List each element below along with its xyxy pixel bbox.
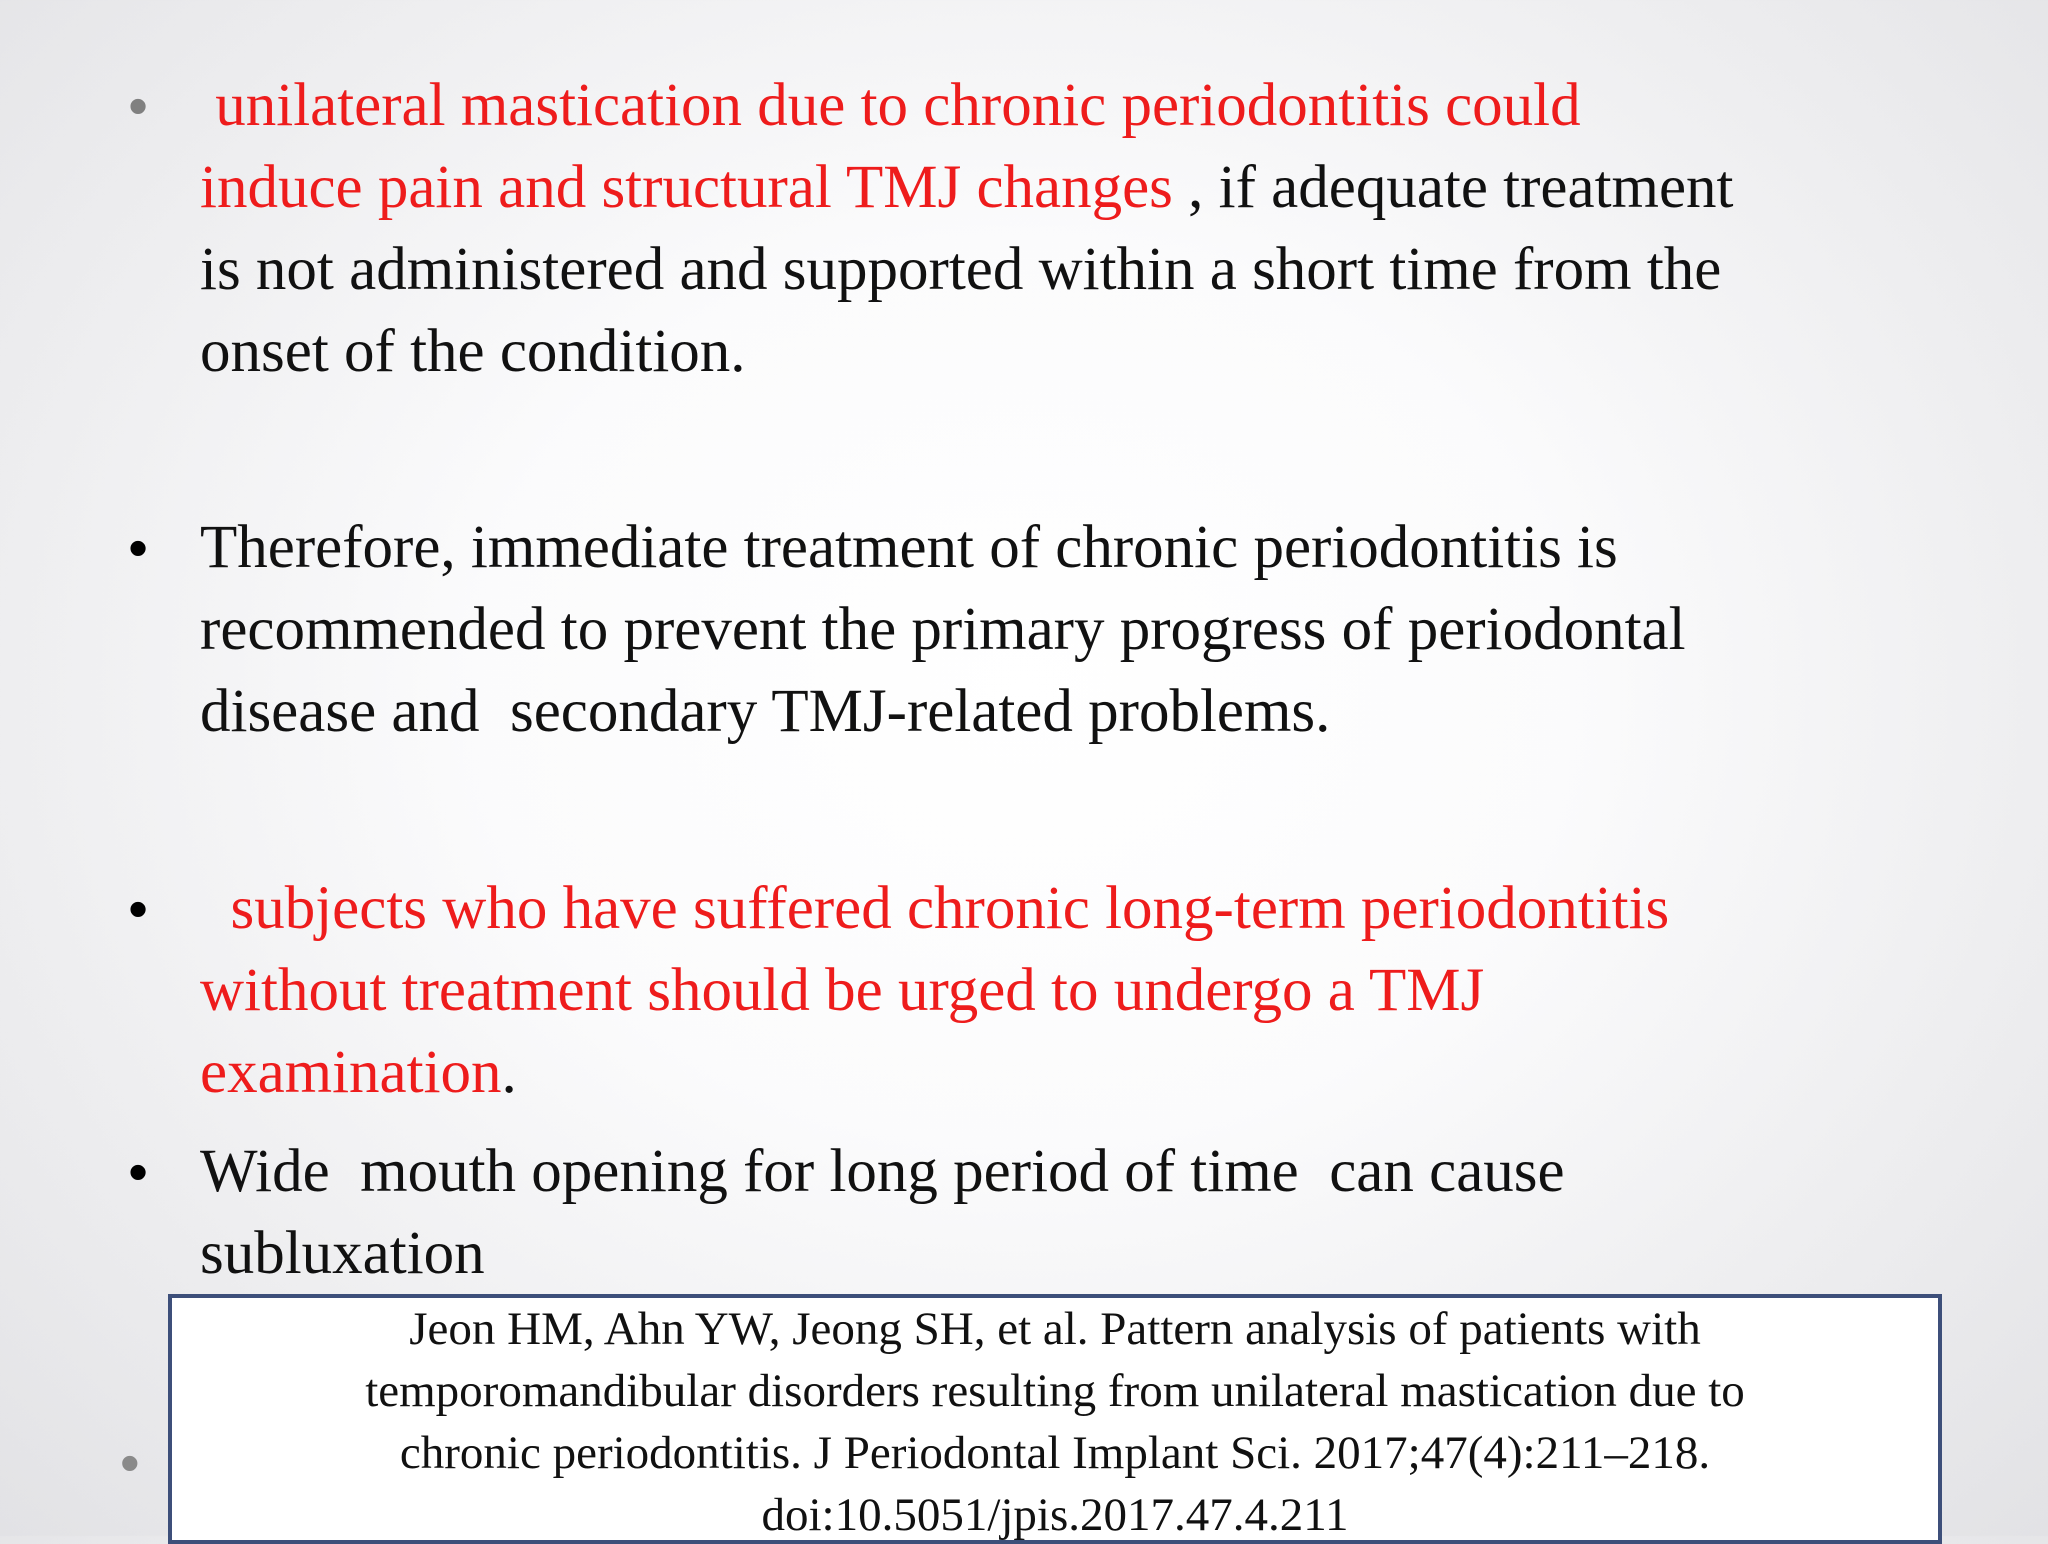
bullet-item-2 xyxy=(128,507,1960,753)
bullet-1-line-4-text: onset of the condition. xyxy=(200,318,746,385)
citation-line-2: temporomandibular disorders resulting from unilateral mastication due to xyxy=(365,1365,1745,1417)
bullet-dot-icon: • xyxy=(128,877,148,940)
bullet-dot-icon: • xyxy=(128,1140,148,1203)
citation-box xyxy=(168,1294,1942,1544)
bullet-1-line-2-black-text: , if adequate treatment xyxy=(1172,154,1734,221)
bullet-3-line-3-black-text: . xyxy=(501,1039,517,1106)
bullet-3-line-1 xyxy=(200,868,1960,950)
bullet-3-line-3-red-text: examination xyxy=(200,1039,502,1106)
bullet-4-line-2-text: subluxation xyxy=(200,1220,485,1287)
bullet-1-line-1 xyxy=(200,65,1960,147)
bullet-item-1 xyxy=(128,65,1960,393)
bullet-1-line-2 xyxy=(200,147,1960,229)
bullet-4-line-1-text: Wide mouth opening for long period of time can cause xyxy=(200,1138,1565,1205)
bullet-3-line-3 xyxy=(200,1032,1960,1114)
bullet-1-line-2-red-text: induce pain and structural TMJ changes xyxy=(200,154,1173,221)
citation-line-1: Jeon HM, Ahn YW, Jeong SH, et al. Pattern analysis of patients with xyxy=(409,1303,1701,1355)
bullet-1-line-3-text: is not administered and supported within a short time from the xyxy=(200,236,1722,303)
bullet-4-line-1 xyxy=(200,1131,1960,1213)
citation-line-4: doi:10.5051/jpis.2017.47.4.211 xyxy=(761,1489,1349,1541)
bullet-item-3 xyxy=(128,868,1960,1114)
bullet-1-line-1-red-text: unilateral mastication due to chronic periodontitis could xyxy=(200,72,1581,139)
bullet-dot-icon: • xyxy=(128,516,148,579)
empty-bullet-dot-icon: • xyxy=(120,1431,140,1494)
bullet-1-line-3 xyxy=(200,229,1960,311)
bullet-3-line-2-red-text: without treatment should be urged to undergo a TMJ xyxy=(200,957,1485,1024)
bullet-2-line-2 xyxy=(200,589,1960,671)
bullet-item-4 xyxy=(128,1131,1960,1295)
bullet-1-line-4 xyxy=(200,311,1960,393)
bullet-2-line-3 xyxy=(200,671,1960,753)
bullet-3-line-1-red-text: subjects who have suffered chronic long-term periodontitis xyxy=(200,875,1670,942)
bullet-2-line-2-text: recommended to prevent the primary progress of periodontal xyxy=(200,596,1686,663)
bullet-3-line-2 xyxy=(200,950,1960,1032)
bullet-2-line-1-text: Therefore, immediate treatment of chronic periodontitis is xyxy=(200,514,1618,581)
bullet-4-line-2 xyxy=(200,1213,1960,1295)
bullet-dot-icon: • xyxy=(128,74,148,137)
bullet-2-line-3-text: disease and secondary TMJ-related problems. xyxy=(200,678,1331,745)
citation-line-3: chronic periodontitis. J Periodontal Implant Sci. 2017;47(4):211–218. xyxy=(399,1427,1711,1479)
bullet-2-line-1 xyxy=(200,507,1960,589)
